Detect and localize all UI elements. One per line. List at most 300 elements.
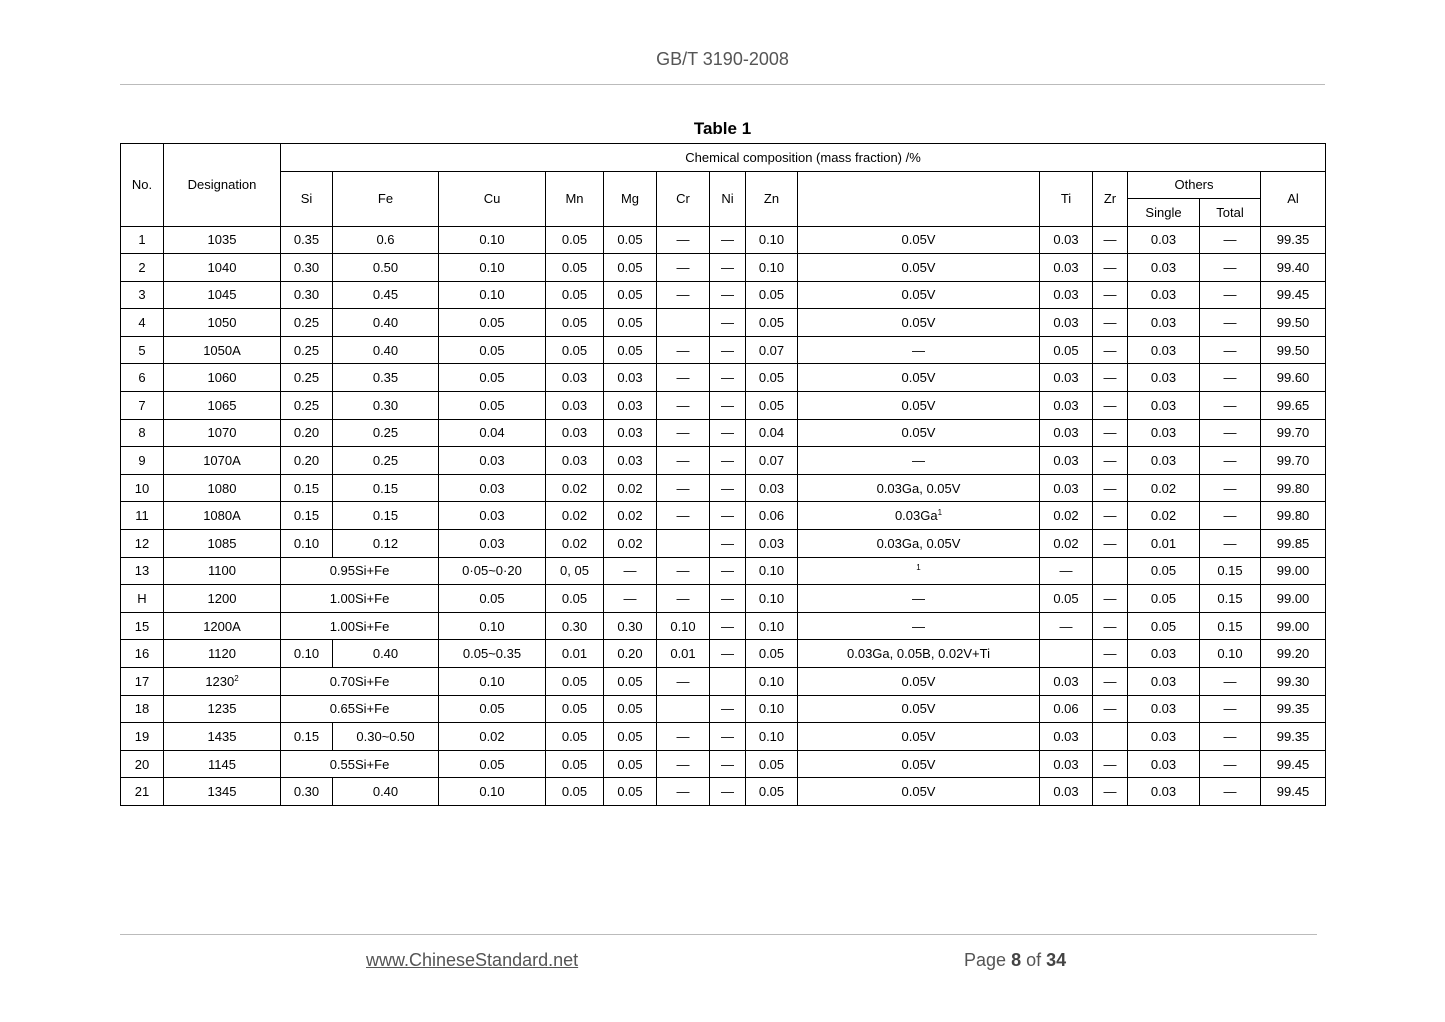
cell-cr-text: — bbox=[676, 784, 690, 800]
cell-ni-text: — bbox=[721, 370, 734, 386]
cell-al-text: 99.80 bbox=[1276, 480, 1310, 496]
cell-zr bbox=[1093, 695, 1128, 723]
cell-single-text: 0.05 bbox=[1150, 591, 1177, 607]
cell-mn-text: 0.03 bbox=[561, 370, 588, 386]
cell-ti bbox=[1040, 254, 1093, 282]
cell-fe-text: 0.45 bbox=[372, 287, 399, 303]
cell-al-text: 99.00 bbox=[1276, 563, 1310, 579]
table-row bbox=[121, 392, 1326, 420]
cell-no bbox=[121, 364, 164, 392]
header-divider bbox=[120, 84, 1325, 85]
cell-designation-text: 1230 bbox=[205, 673, 235, 689]
cell-total bbox=[1200, 419, 1261, 447]
cell-fe bbox=[333, 640, 439, 668]
cell-designation-text: 1200 bbox=[207, 591, 237, 607]
cell-no bbox=[121, 309, 164, 337]
cell-cu-text: 0.05 bbox=[479, 591, 505, 607]
cell-fe bbox=[333, 226, 439, 254]
cell-ti bbox=[1040, 281, 1093, 309]
table-row bbox=[121, 557, 1326, 585]
cell-mg bbox=[604, 557, 657, 585]
cell-fe-text: 0.15 bbox=[372, 480, 399, 496]
cell-mg-text: 0.02 bbox=[617, 480, 643, 496]
cell-zr bbox=[1093, 419, 1128, 447]
cell-si-text: 0.20 bbox=[293, 425, 320, 441]
cell-zn bbox=[746, 336, 798, 364]
cell-no-text: 4 bbox=[138, 315, 146, 331]
cell-single bbox=[1128, 226, 1200, 254]
cell-ni-text: — bbox=[721, 232, 734, 248]
cell-ni bbox=[710, 778, 746, 806]
cell-other-text: 0.05V bbox=[901, 756, 936, 772]
cell-designation bbox=[164, 557, 281, 585]
cell-cu-text: 0.10 bbox=[479, 673, 505, 689]
cell-single-text: 0.03 bbox=[1150, 701, 1177, 717]
cell-mn-text: 0.03 bbox=[561, 425, 588, 441]
cell-cu bbox=[439, 530, 546, 558]
cell-total-text: — bbox=[1223, 259, 1237, 275]
cell-other-text: 0.03Ga, 0.05V bbox=[876, 535, 961, 551]
header-zn: Zn bbox=[746, 171, 798, 226]
cell-cr-text: — bbox=[676, 756, 690, 772]
cell-mn-text: 0.05 bbox=[561, 591, 588, 607]
cell-other bbox=[798, 419, 1040, 447]
cell-no bbox=[121, 695, 164, 723]
cell-total-text: 0.15 bbox=[1217, 618, 1243, 634]
cell-zr bbox=[1093, 226, 1128, 254]
cell-designation-text: 1080A bbox=[203, 508, 241, 524]
cell-si-text: 0.30 bbox=[293, 259, 320, 275]
cell-si-fe-text: 0.65Si+Fe bbox=[329, 701, 390, 717]
cell-total bbox=[1200, 254, 1261, 282]
cell-si bbox=[281, 419, 333, 447]
cell-mn-text: 0.05 bbox=[561, 784, 588, 800]
cell-other bbox=[798, 309, 1040, 337]
cell-al bbox=[1261, 668, 1326, 696]
cell-si-text: 0.10 bbox=[293, 646, 320, 662]
cell-cr bbox=[657, 392, 710, 420]
cell-mn-text: 0.02 bbox=[561, 508, 588, 524]
page-total: 34 bbox=[1046, 950, 1067, 970]
cell-ni-text: — bbox=[721, 646, 734, 662]
cell-ni bbox=[710, 723, 746, 751]
cell-al-text: 99.35 bbox=[1276, 232, 1310, 248]
cell-other-text: 0.05V bbox=[901, 425, 936, 441]
header-designation: Designation bbox=[164, 144, 281, 227]
cell-zr-text: — bbox=[1103, 370, 1117, 386]
cell-total bbox=[1200, 447, 1261, 475]
cell-si bbox=[281, 226, 333, 254]
cell-zr bbox=[1093, 668, 1128, 696]
cell-si-text: 0.15 bbox=[293, 728, 320, 744]
cell-mn-text: 0.05 bbox=[561, 728, 588, 744]
cell-total-text: — bbox=[1223, 784, 1237, 800]
cell-cr bbox=[657, 281, 710, 309]
cell-si-text: 0.10 bbox=[293, 535, 320, 551]
cell-zn bbox=[746, 640, 798, 668]
cell-designation-text: 1060 bbox=[207, 370, 237, 386]
cell-total-text: — bbox=[1223, 728, 1237, 744]
cell-total bbox=[1200, 474, 1261, 502]
cell-cr-text: — bbox=[676, 728, 690, 744]
cell-zn-text: 0.10 bbox=[758, 673, 785, 689]
cell-ni-text: — bbox=[721, 480, 734, 496]
cell-ti-text: 0.03 bbox=[1053, 784, 1079, 800]
cell-mg-text: 0.05 bbox=[617, 259, 643, 275]
cell-ti bbox=[1040, 226, 1093, 254]
cell-fe-text: 0.40 bbox=[372, 646, 399, 662]
cell-designation bbox=[164, 585, 281, 613]
cell-cr bbox=[657, 612, 710, 640]
cell-ni bbox=[710, 668, 746, 696]
cell-mn-text: 0.05 bbox=[561, 287, 588, 303]
cell-fe-text: 0.30 bbox=[372, 397, 399, 413]
cell-ti-text: 0.03 bbox=[1053, 480, 1079, 496]
cell-mg bbox=[604, 723, 657, 751]
cell-zr bbox=[1093, 723, 1128, 751]
cell-cu bbox=[439, 336, 546, 364]
cell-ni bbox=[710, 309, 746, 337]
cell-ni-text: — bbox=[721, 563, 734, 579]
cell-mg bbox=[604, 281, 657, 309]
cell-mg-text: 0.30 bbox=[617, 618, 643, 634]
cell-cu-text: 0.10 bbox=[479, 784, 505, 800]
cell-fe-text: 0.25 bbox=[372, 425, 399, 441]
cell-al-text: 99.60 bbox=[1276, 370, 1310, 386]
cell-other bbox=[798, 557, 1040, 585]
cell-other bbox=[798, 640, 1040, 668]
cell-zn bbox=[746, 557, 798, 585]
cell-mg-text: 0.20 bbox=[617, 646, 643, 662]
cell-al-text: 99.50 bbox=[1276, 342, 1310, 358]
cell-cu-text: 0.05 bbox=[479, 342, 505, 358]
cell-designation-text: 1435 bbox=[207, 728, 237, 744]
cell-cu-text: 0.10 bbox=[479, 287, 505, 303]
cell-zr-text: — bbox=[1103, 646, 1117, 662]
cell-cu bbox=[439, 447, 546, 475]
cell-mg-text: — bbox=[623, 591, 637, 607]
cell-ti-text: — bbox=[1059, 563, 1073, 579]
cell-ni bbox=[710, 281, 746, 309]
table-row bbox=[121, 640, 1326, 668]
cell-single bbox=[1128, 419, 1200, 447]
cell-cu-text: 0.02 bbox=[479, 728, 505, 744]
table-title: Table 1 bbox=[693, 119, 752, 138]
cell-mg bbox=[604, 640, 657, 668]
header-mg: Mg bbox=[604, 171, 657, 226]
cell-al-text: 99.40 bbox=[1276, 259, 1310, 275]
cell-si-text: 0.15 bbox=[293, 480, 320, 496]
cell-designation-text: 1040 bbox=[207, 259, 237, 275]
cell-cr-text: — bbox=[676, 397, 690, 413]
cell-designation-text: 1070 bbox=[207, 425, 237, 441]
cell-mg-text: 0.05 bbox=[617, 287, 643, 303]
cell-other-text: 0.03Ga, 0.05B, 0.02V+Ti bbox=[847, 646, 990, 662]
table-row bbox=[121, 474, 1326, 502]
cell-si bbox=[281, 530, 333, 558]
cell-si-fe-text: 1.00Si+Fe bbox=[329, 618, 390, 634]
table-row bbox=[121, 226, 1326, 254]
cell-mg bbox=[604, 226, 657, 254]
cell-designation-text: 1070A bbox=[203, 453, 241, 469]
cell-zr-text: — bbox=[1103, 397, 1117, 413]
cell-zr bbox=[1093, 557, 1128, 585]
website-link[interactable]: www.ChineseStandard.net bbox=[366, 950, 579, 970]
cell-ni-text: — bbox=[721, 784, 734, 800]
document-header: GB/T 3190-2008 bbox=[656, 49, 789, 69]
cell-cr-text: — bbox=[676, 673, 690, 689]
table-row bbox=[121, 723, 1326, 751]
cell-al-text: 99.50 bbox=[1276, 315, 1310, 331]
cell-al bbox=[1261, 474, 1326, 502]
cell-ti-text: 0.03 bbox=[1053, 728, 1079, 744]
cell-mn-text: 0.02 bbox=[561, 535, 588, 551]
cell-mg-text: 0.05 bbox=[617, 342, 643, 358]
cell-ti-text: — bbox=[1059, 618, 1073, 634]
cell-cu-text: 0.05 bbox=[479, 756, 505, 772]
cell-fe bbox=[333, 723, 439, 751]
cell-other-text: 0.05V bbox=[901, 701, 936, 717]
cell-total-text: — bbox=[1223, 397, 1237, 413]
cell-no bbox=[121, 502, 164, 530]
cell-mn bbox=[546, 336, 604, 364]
cell-cr-text: — bbox=[676, 259, 690, 275]
cell-other bbox=[798, 612, 1040, 640]
cell-si bbox=[281, 364, 333, 392]
cell-total bbox=[1200, 778, 1261, 806]
header-cr: Cr bbox=[657, 171, 710, 226]
cell-zn-text: 0.10 bbox=[758, 259, 785, 275]
cell-al bbox=[1261, 447, 1326, 475]
cell-ni-text: — bbox=[721, 701, 734, 717]
cell-no-text: 12 bbox=[134, 535, 150, 551]
cell-ti-text: 0.02 bbox=[1053, 508, 1079, 524]
cell-total-text: — bbox=[1223, 756, 1237, 772]
table-row bbox=[121, 778, 1326, 806]
cell-total-text: — bbox=[1223, 287, 1237, 303]
cell-zn bbox=[746, 750, 798, 778]
cell-ti bbox=[1040, 392, 1093, 420]
cell-total-text: — bbox=[1223, 370, 1237, 386]
cell-designation-text: 1080 bbox=[207, 480, 237, 496]
cell-zr bbox=[1093, 530, 1128, 558]
cell-zr-text: — bbox=[1103, 784, 1117, 800]
cell-zn-text: 0.10 bbox=[758, 618, 785, 634]
cell-si-fe bbox=[281, 750, 439, 778]
cell-no-text: 20 bbox=[134, 756, 150, 772]
cell-no-text: 17 bbox=[134, 673, 150, 689]
cell-total bbox=[1200, 612, 1261, 640]
cell-total bbox=[1200, 695, 1261, 723]
cell-zr-text: — bbox=[1103, 591, 1117, 607]
cell-other-text: — bbox=[912, 591, 925, 607]
cell-total-text: — bbox=[1223, 480, 1237, 496]
cell-ti bbox=[1040, 778, 1093, 806]
cell-zn bbox=[746, 364, 798, 392]
cell-mg bbox=[604, 309, 657, 337]
cell-zr-text: — bbox=[1103, 535, 1117, 551]
cell-zn bbox=[746, 695, 798, 723]
cell-cr bbox=[657, 364, 710, 392]
cell-fe bbox=[333, 474, 439, 502]
cell-ti bbox=[1040, 447, 1093, 475]
cell-ti bbox=[1040, 336, 1093, 364]
cell-ni bbox=[710, 557, 746, 585]
cell-fe-text: 0.40 bbox=[372, 784, 399, 800]
cell-ni bbox=[710, 474, 746, 502]
cell-total-text: 0.10 bbox=[1217, 646, 1243, 662]
cell-mg bbox=[604, 778, 657, 806]
cell-single bbox=[1128, 585, 1200, 613]
cell-designation bbox=[164, 281, 281, 309]
cell-ni bbox=[710, 447, 746, 475]
cell-zr bbox=[1093, 447, 1128, 475]
cell-mn bbox=[546, 640, 604, 668]
cell-ni-text: — bbox=[721, 397, 734, 413]
cell-al bbox=[1261, 281, 1326, 309]
cell-ni bbox=[710, 695, 746, 723]
cell-designation bbox=[164, 530, 281, 558]
cell-al bbox=[1261, 336, 1326, 364]
composition-table bbox=[120, 143, 1326, 806]
table-row bbox=[121, 281, 1326, 309]
cell-mg-text: 0.03 bbox=[617, 453, 643, 469]
cell-zr-text: — bbox=[1103, 259, 1117, 275]
cell-zn-text: 0.10 bbox=[758, 591, 785, 607]
cell-zn bbox=[746, 668, 798, 696]
cell-si-text: 0.20 bbox=[293, 453, 320, 469]
cell-si-fe bbox=[281, 612, 439, 640]
header-composition: Chemical composition (mass fraction) /% bbox=[281, 144, 1326, 172]
cell-al bbox=[1261, 695, 1326, 723]
cell-al bbox=[1261, 723, 1326, 751]
cell-cr-text: — bbox=[676, 370, 690, 386]
cell-total-text: — bbox=[1223, 453, 1237, 469]
cell-cr bbox=[657, 502, 710, 530]
cell-no bbox=[121, 557, 164, 585]
cell-mn bbox=[546, 695, 604, 723]
cell-cr-text: — bbox=[676, 563, 690, 579]
cell-zr bbox=[1093, 612, 1128, 640]
cell-other-text: — bbox=[912, 342, 925, 358]
cell-total-text: — bbox=[1223, 535, 1237, 551]
cell-single bbox=[1128, 254, 1200, 282]
cell-other-text: 0.03Ga, 0.05V bbox=[876, 480, 961, 496]
cell-cu bbox=[439, 695, 546, 723]
cell-al-text: 99.35 bbox=[1276, 701, 1310, 717]
cell-cu bbox=[439, 778, 546, 806]
cell-zr bbox=[1093, 778, 1128, 806]
cell-cr-text: 0.10 bbox=[670, 618, 696, 634]
cell-si bbox=[281, 778, 333, 806]
cell-zr-text: — bbox=[1103, 480, 1117, 496]
cell-fe-text: 0.12 bbox=[372, 535, 399, 551]
cell-mg-text: 0.02 bbox=[617, 535, 643, 551]
cell-mg bbox=[604, 502, 657, 530]
cell-no-text: 19 bbox=[134, 728, 150, 744]
cell-si-fe-text: 0.70Si+Fe bbox=[329, 673, 390, 689]
cell-ti-text: 0.02 bbox=[1053, 535, 1079, 551]
cell-total bbox=[1200, 309, 1261, 337]
cell-mn-text: 0.05 bbox=[561, 315, 588, 331]
cell-mn-text: 0.30 bbox=[561, 618, 588, 634]
cell-cu-text: 0.05 bbox=[479, 397, 505, 413]
cell-ti-text: 0.05 bbox=[1053, 591, 1079, 607]
cell-fe-text: 0.30~0.50 bbox=[356, 728, 415, 744]
cell-ni-text: — bbox=[721, 591, 734, 607]
cell-single-text: 0.02 bbox=[1150, 480, 1177, 496]
cell-si-fe bbox=[281, 668, 439, 696]
cell-cr-text: — bbox=[676, 287, 690, 303]
cell-designation bbox=[164, 778, 281, 806]
cell-si bbox=[281, 336, 333, 364]
cell-si bbox=[281, 392, 333, 420]
cell-cr-text: — bbox=[676, 232, 690, 248]
cell-no-text: 21 bbox=[134, 784, 150, 800]
cell-single bbox=[1128, 502, 1200, 530]
cell-zn-text: 0.10 bbox=[758, 728, 785, 744]
cell-single bbox=[1128, 474, 1200, 502]
cell-single bbox=[1128, 557, 1200, 585]
header-total: Total bbox=[1200, 199, 1261, 227]
cell-cu bbox=[439, 502, 546, 530]
cell-single-text: 0.03 bbox=[1150, 287, 1177, 303]
cell-other-text: 0.05V bbox=[901, 673, 936, 689]
cell-ni-text: — bbox=[721, 259, 734, 275]
cell-designation bbox=[164, 309, 281, 337]
cell-total bbox=[1200, 750, 1261, 778]
cell-zn bbox=[746, 502, 798, 530]
cell-single bbox=[1128, 750, 1200, 778]
cell-total bbox=[1200, 585, 1261, 613]
cell-mg-text: — bbox=[623, 563, 637, 579]
cell-zr bbox=[1093, 281, 1128, 309]
cell-mg bbox=[604, 336, 657, 364]
footnote-marker: 2 bbox=[234, 673, 239, 683]
cell-designation-text: 1045 bbox=[207, 287, 237, 303]
cell-single-text: 0.05 bbox=[1150, 618, 1177, 634]
cell-al bbox=[1261, 530, 1326, 558]
cell-ni-text: — bbox=[721, 315, 734, 331]
cell-total bbox=[1200, 668, 1261, 696]
cell-designation-text: 1050 bbox=[207, 315, 237, 331]
cell-mn bbox=[546, 530, 604, 558]
cell-no-text: 9 bbox=[138, 453, 146, 469]
header-other bbox=[798, 171, 1040, 226]
cell-ti-text: 0.03 bbox=[1053, 756, 1079, 772]
cell-mg-text: 0.02 bbox=[617, 508, 643, 524]
cell-total-text: 0.15 bbox=[1217, 591, 1243, 607]
cell-single bbox=[1128, 336, 1200, 364]
cell-no bbox=[121, 668, 164, 696]
cell-cu-text: 0.05 bbox=[479, 315, 505, 331]
cell-single-text: 0.03 bbox=[1150, 756, 1177, 772]
cell-fe bbox=[333, 254, 439, 282]
cell-mn-text: 0.05 bbox=[561, 232, 588, 248]
cell-ti bbox=[1040, 419, 1093, 447]
cell-other bbox=[798, 585, 1040, 613]
cell-al-text: 99.20 bbox=[1276, 646, 1310, 662]
cell-ti bbox=[1040, 309, 1093, 337]
cell-cu-text: 0.03 bbox=[479, 453, 505, 469]
cell-single bbox=[1128, 778, 1200, 806]
cell-cr bbox=[657, 640, 710, 668]
cell-mg-text: 0.05 bbox=[617, 784, 643, 800]
cell-al bbox=[1261, 778, 1326, 806]
cell-ti-text: 0.03 bbox=[1053, 259, 1079, 275]
cell-no bbox=[121, 750, 164, 778]
cell-single bbox=[1128, 640, 1200, 668]
